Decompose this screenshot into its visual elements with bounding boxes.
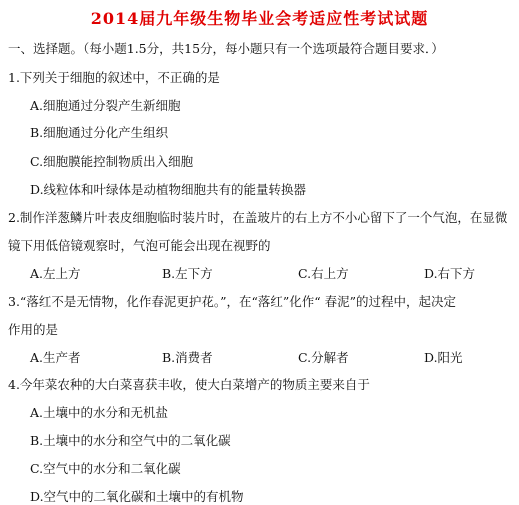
question-3-option-c: C.分解者 xyxy=(298,350,349,365)
question-1-stem: 1.下列关于细胞的叙述中，不正确的是 xyxy=(8,70,220,85)
question-1-option-a: A.细胞通过分裂产生新细胞 xyxy=(30,98,181,113)
question-3-option-d: D.阳光 xyxy=(424,350,463,365)
question-2-option-b: B.左下方 xyxy=(162,266,213,281)
question-3-stem-line-1: 3.“落红不是无情物，化作春泥更护花。”，在“落红”化作“ 春泥”的过程中，起决定 xyxy=(8,294,456,309)
question-4-option-a: A.土壤中的水分和无机盐 xyxy=(30,405,169,420)
question-2-option-c: C.右上方 xyxy=(298,266,349,281)
question-2-option-a: A.左上方 xyxy=(30,266,81,281)
question-2-option-d: D.右下方 xyxy=(424,266,476,281)
question-4-option-c: C.空气中的水分和二氧化碳 xyxy=(30,461,181,476)
question-1-option-b: B.细胞通过分化产生组织 xyxy=(30,125,169,140)
question-2-stem-line-2: 镜下用低倍镜观察时，气泡可能会出现在视野的 xyxy=(8,238,271,253)
question-3-stem-line-2: 作用的是 xyxy=(8,322,59,337)
question-4-stem: 4.今年菜农种的大白菜喜获丰收，使大白菜增产的物质主要来自于 xyxy=(8,377,370,392)
question-1-option-d: D.线粒体和叶绿体是动植物细胞共有的能量转换器 xyxy=(30,182,307,197)
question-3-option-b: B.消费者 xyxy=(162,350,213,365)
question-1-option-c: C.细胞膜能控制物质出入细胞 xyxy=(30,154,194,169)
exam-title: 2014届九年级生物毕业会考适应性考试试题 xyxy=(90,9,429,28)
question-2-stem-line-1: 2.制作洋葱鳞片叶表皮细胞临时装片时，在盖玻片的右上方不小心留下了一个气泡，在显微 xyxy=(8,210,508,225)
question-4-option-d: D.空气中的二氧化碳和土壤中的有机物 xyxy=(30,489,244,504)
section-heading: 一、选择题。（每小题1.5分，共15分，每小题只有一个选项最符合题目要求．） xyxy=(8,41,444,56)
question-3-option-a: A.生产者 xyxy=(30,350,81,365)
question-4-option-b: B.土壤中的水分和空气中的二氧化碳 xyxy=(30,433,231,448)
